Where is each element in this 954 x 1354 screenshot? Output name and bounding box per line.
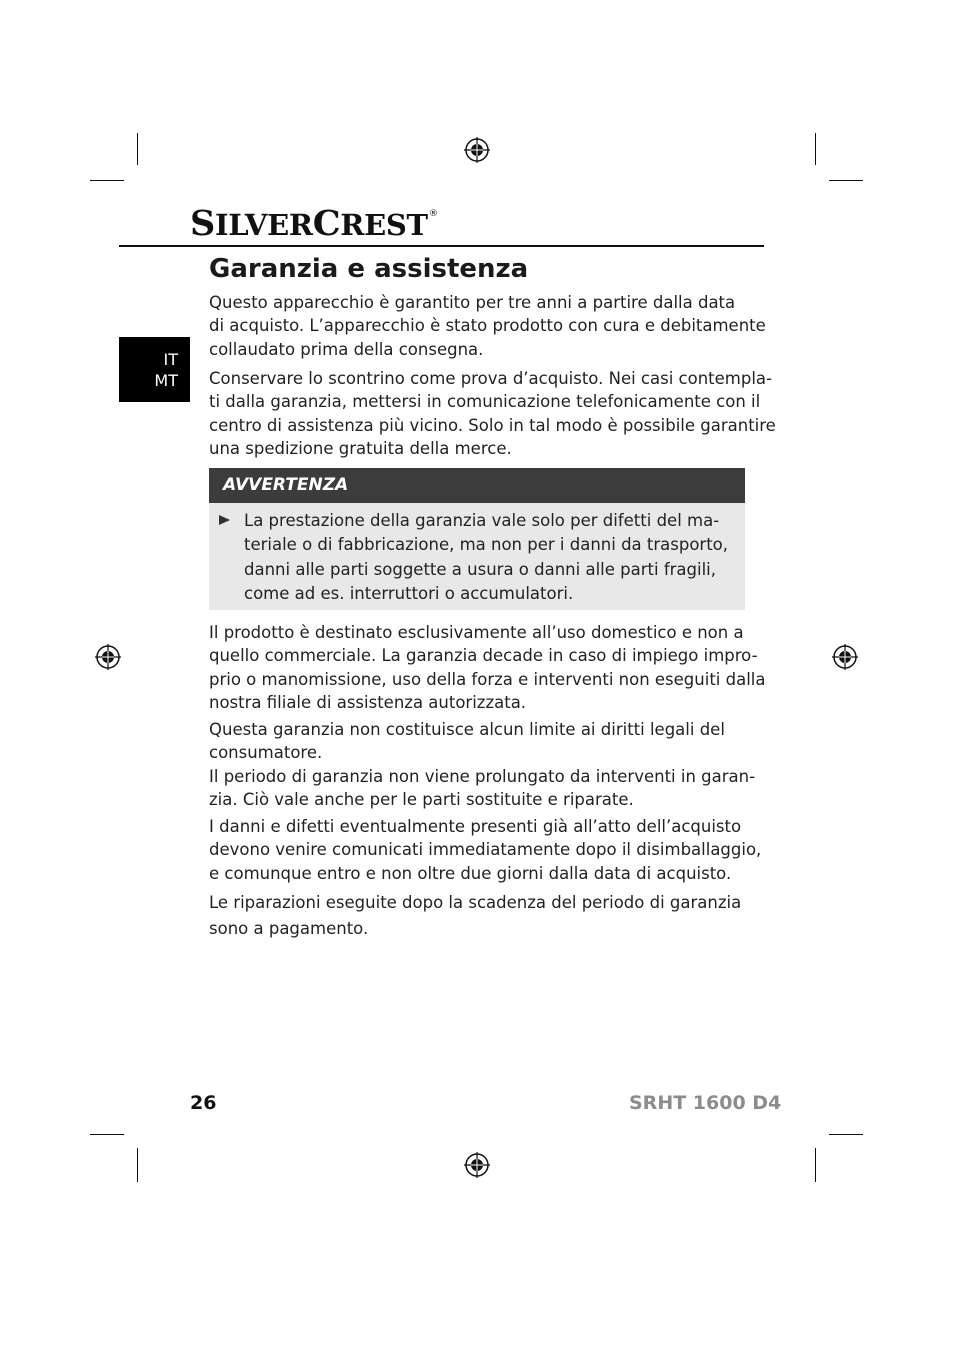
text-line: Il periodo di garanzia non viene prolungato da interventi in garan-	[209, 766, 756, 786]
paragraph	[209, 890, 754, 942]
registration-mark-icon	[463, 1151, 491, 1179]
text-line: di acquisto. L’apparecchio è stato prodotto con cura e debitamente	[209, 316, 766, 336]
registration-mark-icon	[94, 643, 122, 671]
paragraph	[209, 815, 762, 885]
text-line: Conservare lo scontrino come prova d’acquisto. Nei casi contempla-	[209, 369, 772, 388]
text-line: nostra filiale di assistenza autorizzata.	[209, 692, 527, 712]
text-line: devono venire comunicati immediatamente dopo il disimballaggio,	[209, 840, 762, 860]
logo-text: ILVER	[214, 208, 313, 242]
model-number: SRHT 1600 D4	[629, 1092, 782, 1114]
warning-text	[244, 509, 728, 606]
paragraph	[209, 718, 754, 811]
registration-mark-icon	[831, 643, 859, 671]
paragraph	[209, 621, 766, 714]
warning-label: AVVERTENZA	[223, 475, 349, 495]
header-rule	[119, 245, 764, 247]
registered-mark: ®	[428, 209, 438, 219]
text-line: come ad es. interruttori o accumulatori.	[244, 583, 574, 603]
text-line: La prestazione della garanzia vale solo per difetti del ma-	[244, 511, 720, 530]
text-line: Questa garanzia non costituisce alcun limite ai diritti legali del	[209, 720, 725, 739]
text-line: Questo apparecchio è garantito per tre anni a partire dalla data	[209, 293, 736, 312]
crop-mark	[137, 1148, 138, 1182]
text-line: prio o manomissione, uso della forza e interventi non eseguiti dalla	[209, 669, 766, 689]
text-line: Il prodotto è destinato esclusivamente all’uso domestico e non a	[209, 623, 744, 642]
text-line: consumatore.	[209, 743, 323, 763]
text-line: Le riparazioni eseguite dopo la scadenza del periodo di garanzia	[209, 893, 742, 912]
warning-body	[209, 503, 745, 610]
warning-header	[209, 468, 745, 503]
crop-mark	[815, 1148, 816, 1182]
text-line: danni alle parti soggette a usura o danni alle parti fragili,	[244, 559, 716, 579]
bullet-arrow-icon	[219, 515, 230, 525]
text-line: zia. Ciò vale anche per le parti sostituite e riparate.	[209, 789, 634, 809]
crop-mark	[137, 133, 138, 165]
text-line: centro di assistenza più vicino. Solo in tal modo è possibile garantire	[209, 415, 776, 435]
crop-mark	[815, 133, 816, 165]
language-tab	[119, 337, 190, 402]
language-code: MT	[154, 371, 178, 390]
paragraph	[209, 291, 766, 361]
text-line: I danni e difetti eventualmente presenti già all’atto dell’acquisto	[209, 817, 742, 836]
text-line: sono a pagamento.	[209, 919, 369, 938]
page-number: 26	[190, 1092, 217, 1114]
logo-letter: C	[312, 203, 341, 244]
logo-letter: S	[190, 203, 215, 244]
registration-mark-icon	[463, 136, 491, 164]
text-line: una spedizione gratuita della merce.	[209, 438, 512, 458]
page-title: Garanzia e assistenza	[209, 254, 529, 284]
text-line: teriale o di fabbricazione, ma non per i danni da trasporto,	[244, 535, 729, 555]
text-line: e comunque entro e non oltre due giorni dalla data di acquisto.	[209, 863, 732, 883]
crop-mark	[90, 180, 124, 181]
language-code: IT	[163, 350, 178, 369]
logo-text: REST	[340, 208, 428, 242]
paragraph	[209, 367, 776, 460]
crop-mark	[90, 1134, 124, 1135]
text-line: ti dalla garanzia, mettersi in comunicazione telefonicamente con il	[209, 392, 761, 412]
crop-mark	[829, 180, 863, 181]
crop-mark	[829, 1134, 863, 1135]
text-line: collaudato prima della consegna.	[209, 339, 484, 359]
brand-logo	[190, 203, 438, 244]
text-line: quello commerciale. La garanzia decade in caso di impiego impro-	[209, 646, 758, 666]
